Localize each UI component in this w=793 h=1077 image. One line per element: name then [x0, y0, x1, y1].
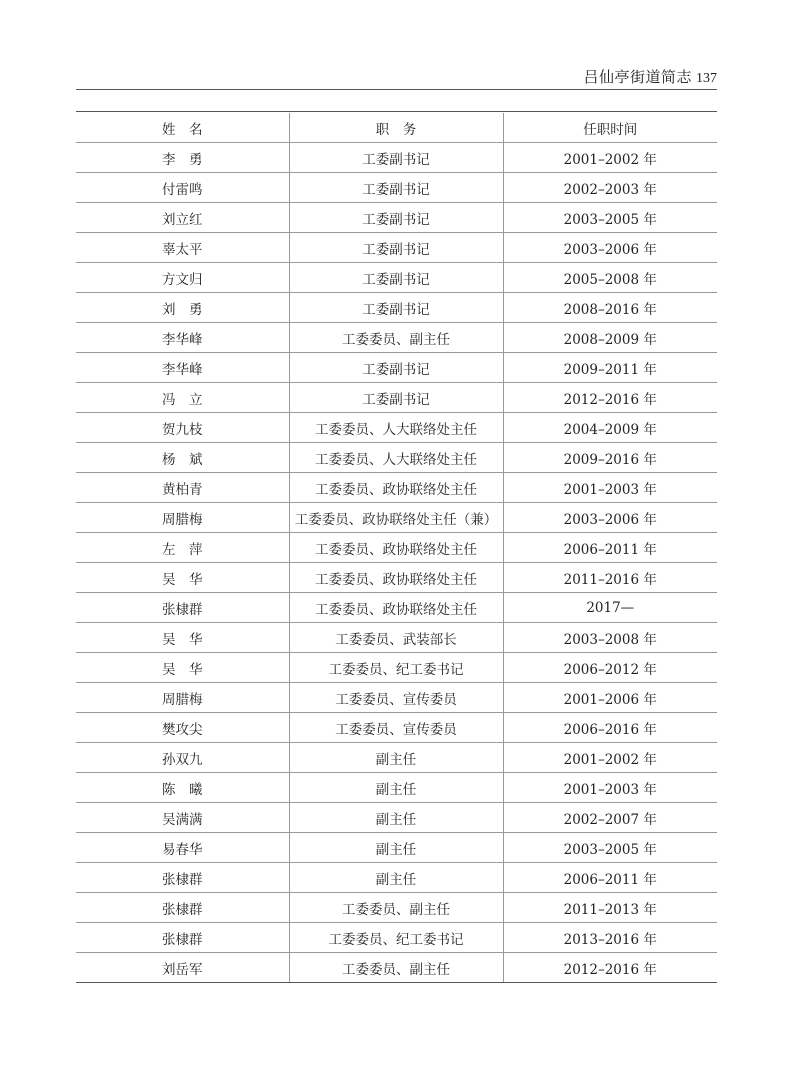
table-row [76, 323, 717, 353]
cell-name: 黄柏青 [76, 473, 289, 503]
table-row [76, 653, 717, 683]
table-row [76, 293, 717, 323]
cell-name: 杨 斌 [76, 443, 289, 473]
officials-table [76, 113, 717, 983]
cell-position: 工委委员、人大联络处主任 [289, 443, 503, 473]
cell-term: 2003–2006 年 [503, 503, 717, 533]
cell-position: 工委副书记 [289, 293, 503, 323]
table-row [76, 563, 717, 593]
table-row [76, 593, 717, 623]
table-row [76, 773, 717, 803]
table-row [76, 713, 717, 743]
cell-name: 李华峰 [76, 323, 289, 353]
cell-position: 工委委员、宣传委员 [289, 713, 503, 743]
table-row [76, 953, 717, 983]
cell-term: 2001–2003 年 [503, 773, 717, 803]
cell-term: 2001–2002 年 [503, 143, 717, 173]
cell-term: 2008–2009 年 [503, 323, 717, 353]
cell-position: 工委副书记 [289, 353, 503, 383]
book-title: 吕仙亭街道简志 [583, 68, 692, 86]
cell-term: 2006–2012 年 [503, 653, 717, 683]
table-row [76, 533, 717, 563]
table-row [76, 143, 717, 173]
cell-term: 2006–2016 年 [503, 713, 717, 743]
table-row [76, 353, 717, 383]
cell-term: 2002–2003 年 [503, 173, 717, 203]
cell-position: 工委委员、副主任 [289, 893, 503, 923]
cell-position: 副主任 [289, 773, 503, 803]
cell-term: 2005–2008 年 [503, 263, 717, 293]
cell-term: 2001–2002 年 [503, 743, 717, 773]
cell-name: 吴 华 [76, 563, 289, 593]
table-row [76, 263, 717, 293]
cell-term: 2013–2016 年 [503, 923, 717, 953]
table-row [76, 833, 717, 863]
cell-term: 2012–2016 年 [503, 383, 717, 413]
cell-position: 工委委员、武装部长 [289, 623, 503, 653]
cell-name: 张棣群 [76, 893, 289, 923]
column-header-term: 任职时间 [503, 113, 717, 143]
cell-term: 2002–2007 年 [503, 803, 717, 833]
cell-term: 2004–2009 年 [503, 413, 717, 443]
cell-name: 周腊梅 [76, 683, 289, 713]
table-row [76, 233, 717, 263]
cell-name: 孙双九 [76, 743, 289, 773]
table-row [76, 383, 717, 413]
table-row [76, 683, 717, 713]
cell-name: 陈 曦 [76, 773, 289, 803]
cell-term: 2003–2005 年 [503, 833, 717, 863]
table-row [76, 863, 717, 893]
header-rule [76, 89, 717, 90]
cell-position: 工委委员、副主任 [289, 953, 503, 983]
cell-position: 工委副书记 [289, 383, 503, 413]
cell-term: 2009–2011 年 [503, 353, 717, 383]
cell-term: 2001–2006 年 [503, 683, 717, 713]
cell-term: 2003–2008 年 [503, 623, 717, 653]
cell-position: 工委副书记 [289, 203, 503, 233]
column-header-name: 姓 名 [76, 113, 289, 143]
cell-term: 2006–2011 年 [503, 863, 717, 893]
cell-term: 2011–2016 年 [503, 563, 717, 593]
cell-name: 刘 勇 [76, 293, 289, 323]
table-row [76, 203, 717, 233]
cell-name: 刘立红 [76, 203, 289, 233]
cell-name: 李华峰 [76, 353, 289, 383]
cell-name: 吴 华 [76, 623, 289, 653]
cell-name: 张棣群 [76, 593, 289, 623]
header-row [76, 113, 717, 143]
cell-term: 2009–2016 年 [503, 443, 717, 473]
running-header [76, 66, 717, 87]
cell-name: 张棣群 [76, 923, 289, 953]
table-row [76, 413, 717, 443]
cell-position: 工委委员、纪工委书记 [289, 653, 503, 683]
cell-name: 辜太平 [76, 233, 289, 263]
cell-term: 2006–2011 年 [503, 533, 717, 563]
table-body [76, 143, 717, 983]
cell-name: 李 勇 [76, 143, 289, 173]
table-row [76, 743, 717, 773]
cell-name: 左 萍 [76, 533, 289, 563]
table-row [76, 623, 717, 653]
table-row [76, 893, 717, 923]
table-row [76, 473, 717, 503]
cell-term: 2003–2005 年 [503, 203, 717, 233]
cell-position: 副主任 [289, 743, 503, 773]
cell-position: 工委副书记 [289, 263, 503, 293]
cell-name: 易春华 [76, 833, 289, 863]
cell-name: 方文归 [76, 263, 289, 293]
cell-name: 张棣群 [76, 863, 289, 893]
cell-name: 樊攻尖 [76, 713, 289, 743]
cell-term: 2012–2016 年 [503, 953, 717, 983]
cell-term: 2011–2013 年 [503, 893, 717, 923]
cell-term: 2008–2016 年 [503, 293, 717, 323]
cell-term: 2003–2006 年 [503, 233, 717, 263]
cell-position: 副主任 [289, 803, 503, 833]
cell-name: 冯 立 [76, 383, 289, 413]
table-header [76, 113, 717, 143]
page-number: 137 [696, 71, 717, 86]
cell-position: 工委委员、政协联络处主任 [289, 473, 503, 503]
cell-position: 工委委员、政协联络处主任 [289, 593, 503, 623]
cell-position: 工委委员、政协联络处主任 [289, 563, 503, 593]
table-row [76, 503, 717, 533]
cell-position: 工委委员、政协联络处主任 [289, 533, 503, 563]
cell-term: 2001–2003 年 [503, 473, 717, 503]
cell-name: 刘岳军 [76, 953, 289, 983]
table-row [76, 443, 717, 473]
cell-position: 工委委员、宣传委员 [289, 683, 503, 713]
cell-term: 2017— [503, 593, 717, 623]
table-row [76, 173, 717, 203]
column-header-position: 职 务 [289, 113, 503, 143]
cell-name: 贺九枝 [76, 413, 289, 443]
cell-position: 工委委员、政协联络处主任（兼） [289, 503, 503, 533]
cell-position: 工委委员、人大联络处主任 [289, 413, 503, 443]
cell-name: 付雷鸣 [76, 173, 289, 203]
table-top-rule [76, 111, 717, 112]
cell-position: 副主任 [289, 833, 503, 863]
table-row [76, 803, 717, 833]
cell-position: 副主任 [289, 863, 503, 893]
cell-position: 工委副书记 [289, 173, 503, 203]
cell-position: 工委副书记 [289, 233, 503, 263]
cell-name: 吴满满 [76, 803, 289, 833]
table-row [76, 923, 717, 953]
cell-position: 工委委员、副主任 [289, 323, 503, 353]
cell-name: 吴 华 [76, 653, 289, 683]
cell-name: 周腊梅 [76, 503, 289, 533]
cell-position: 工委副书记 [289, 143, 503, 173]
cell-position: 工委委员、纪工委书记 [289, 923, 503, 953]
